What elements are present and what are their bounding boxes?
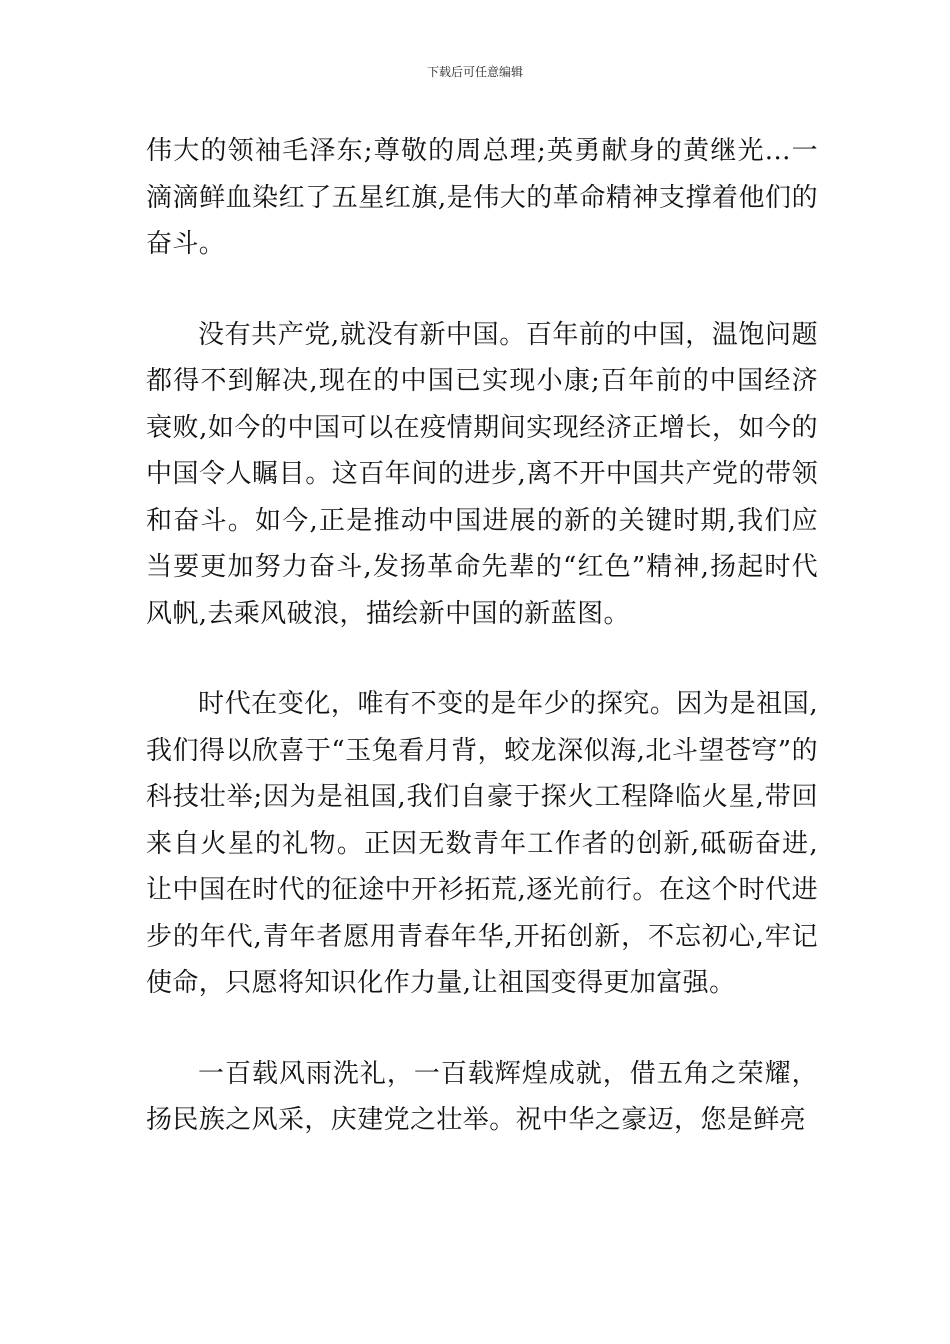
paragraph-gap: [146, 637, 818, 681]
paragraph-1: 伟大的领袖毛泽东;尊敬的周总理;英勇献身的黄继光...一滴滴鲜血染红了五星红旗,是伟大的革命精神支撑着他们的奋斗。: [146, 136, 818, 259]
paragraph-gap: [146, 1007, 818, 1051]
paragraph-gap: [146, 268, 818, 312]
paragraph-2: 没有共产党,就没有新中国。百年前的中国，温饱问题都得不到解决,现在的中国已实现小康;百年前的中国经济衰败,如今的中国可以在疫情期间实现经济正增长，如今的中国令人瞩目。这百年间的进步,离不开中国共产党的带领和奋斗。如今,正是推动中国进展的新的关键时期,我们应当要更加努力奋斗,发扬革命先辈的“红色”精神,扬起时代风帆,去乘风破浪，描绘新中国的新蓝图。: [146, 319, 818, 629]
paragraph-3: 时代在变化，唯有不变的是年少的探究。因为是祖国,我们得以欣喜于“玉兔看月背，蛟龙深似海,北斗望苍穹”的科技壮举;因为是祖国,我们自豪于探火工程降临火星,带回来自火星的礼物。正因无数青年工作者的创新,砥砺奋进,让中国在时代的征途中开衫拓荒,逐光前行。在这个时代进步的年代,青年者愿用青春年华,开拓创新，不忘初心,牢记使命，只愿将知识化作力量,让祖国变得更加富强。: [146, 689, 818, 998]
paragraph-4: 一百载风雨洗礼，一百载辉煌成就，借五角之荣耀，扬民族之风采，庆建党之壮举。祝中华之豪迈，您是鲜亮: [146, 1058, 818, 1135]
page-header: 下载后可任意编辑: [426, 65, 523, 79]
document-body: [146, 128, 818, 1144]
